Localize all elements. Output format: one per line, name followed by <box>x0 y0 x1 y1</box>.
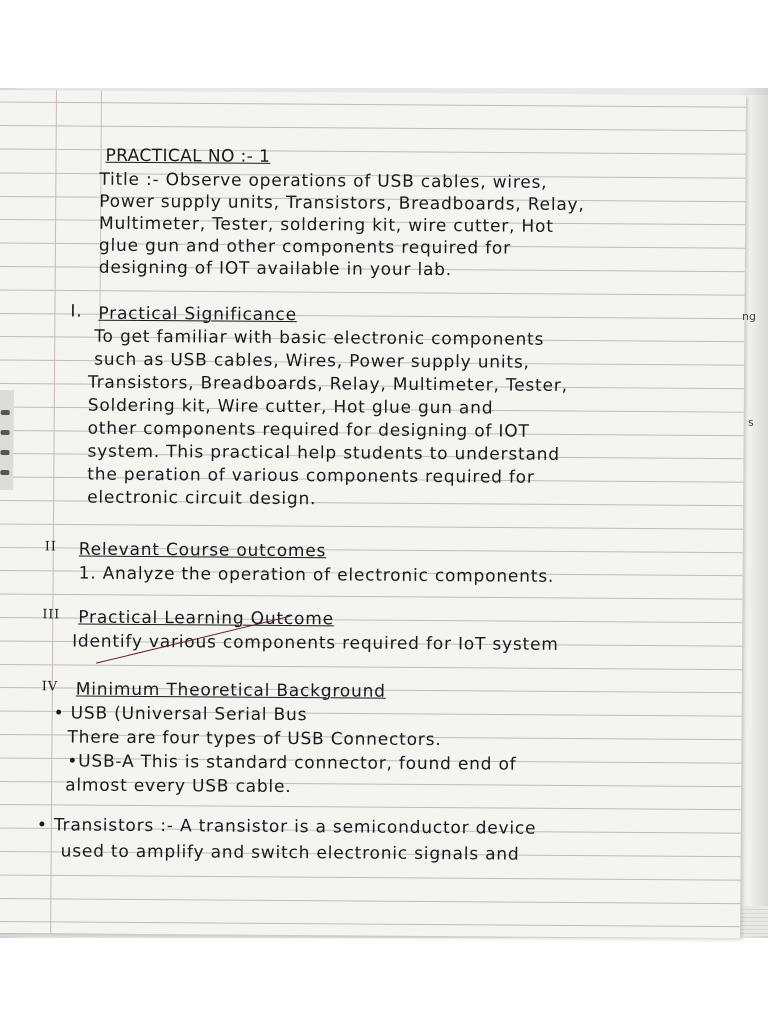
section-1-line-8: electronic circuit design. <box>87 487 317 510</box>
page-title: PRACTICAL NO :- 1 <box>105 145 271 167</box>
title-line-5: designing of IOT available in your lab. <box>98 257 453 281</box>
section-4-line-5: • Transistors :- A transistor is a semiconductor device <box>36 815 537 839</box>
binding-holes <box>0 390 14 490</box>
section-1-line-4: Soldering kit, Wire cutter, Hot glue gun and <box>87 395 494 419</box>
title-line-1: Title :- Observe operations of USB cables, wires, <box>99 169 548 193</box>
section-1-line-2: such as USB cables, Wires, Power supply units, <box>94 349 530 373</box>
section-numeral-1: I. <box>70 301 83 322</box>
section-1-line-1: To get familiar with basic electronic components <box>94 326 545 350</box>
section-heading-1: Practical Significance <box>98 303 297 326</box>
section-numeral-2: II <box>44 539 57 555</box>
section-1-line-7: the peration of various components required for <box>87 464 535 488</box>
section-3-line-1: Identify various components required for IoT system <box>72 631 559 655</box>
edge-mark-1: ng <box>742 310 756 323</box>
section-4-line-4: almost every USB cable. <box>65 775 292 798</box>
title-line-2: Power supply units, Transistors, Breadboards, Relay, <box>99 191 585 216</box>
section-heading-3: Practical Learning Outcome <box>78 607 334 630</box>
section-2-line-1: 1. Analyze the operation of electronic components. <box>78 563 555 587</box>
section-4-line-6: used to amplify and switch electronic signals and <box>60 841 520 865</box>
edge-mark-2: s <box>748 416 754 429</box>
title-line-4: glue gun and other components required for <box>98 235 511 259</box>
section-heading-2: Relevant Course outcomes <box>78 539 327 562</box>
title-line-3: Multimeter, Tester, soldering kit, wire cutter, Hot <box>98 213 554 237</box>
section-1-line-5: other components required for designing of IOT <box>87 418 530 442</box>
notebook-page <box>0 90 746 938</box>
section-4-line-1: • USB (Universal Serial Bus <box>53 703 308 726</box>
section-numeral-4: IV <box>41 679 59 695</box>
section-heading-4: Minimum Theoretical Background <box>75 679 386 702</box>
margin-line <box>50 90 57 933</box>
section-numeral-3: III <box>42 607 61 623</box>
section-1-line-3: Transistors, Breadboards, Relay, Multimeter, Tester, <box>87 372 568 396</box>
section-1-line-6: system. This practical help students to understand <box>87 441 560 465</box>
section-4-line-3: •USB-A This is standard connector, found end of <box>67 751 517 775</box>
section-4-line-2: There are four types of USB Connectors. <box>67 727 442 751</box>
